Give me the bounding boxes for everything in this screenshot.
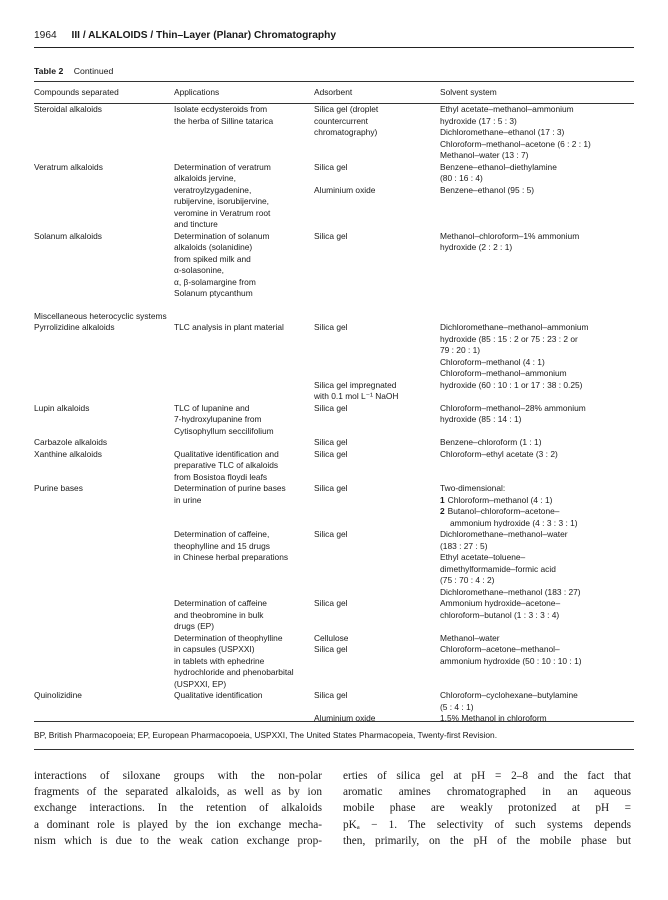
cell-line: Cytisophyllum seccilifolium	[174, 425, 274, 436]
cell-line: Chloroform–methanol–28% ammonium	[440, 402, 586, 413]
application-cell	[174, 529, 314, 598]
body-column-left	[34, 768, 322, 849]
cell-line: chloroform–butanol (1 : 3 : 3 : 4)	[440, 609, 560, 620]
cell-line: Silica gel	[314, 161, 348, 172]
cell-line: Benzene–chloroform (1 : 1)	[440, 437, 542, 447]
cell-line: Silica gel	[314, 483, 348, 493]
application-cell	[174, 322, 314, 403]
cell-line: and tincture	[174, 219, 218, 229]
body-text-line: nism which is due to the weak cation exchange prop-	[34, 834, 322, 847]
compound-cell	[34, 104, 174, 162]
cell-line: Silica gel	[314, 322, 348, 332]
column-header: Applications	[174, 86, 220, 97]
compound-cell	[34, 690, 174, 725]
cell-line: in tablets with ephedrine	[174, 655, 265, 666]
cell-line: Purine bases	[34, 483, 83, 493]
running-title: III / ALKALOIDS / Thin–Layer (Planar) Chromatography	[71, 30, 337, 41]
adsorbent-cell	[314, 322, 440, 403]
table-header-row	[34, 81, 634, 104]
cell-line: Quinolizidine	[34, 690, 82, 700]
body-column-right	[343, 768, 631, 849]
cell-line: Ethyl acetate–methanol–ammonium	[440, 104, 574, 114]
cell-line: Methanol–water (13 : 7)	[440, 150, 529, 160]
body-text-line: a dominant role is played by the ion exchange mecha-	[34, 818, 322, 831]
cell-line: veratroylzygadenine,	[174, 184, 252, 195]
cell-line: in Chinese herbal preparations	[174, 552, 289, 562]
cell-line: with 0.1 mol L⁻¹ NaOH	[314, 391, 399, 401]
cell-line: Determination of caffeine,	[174, 529, 270, 539]
cell-line: Two-dimensional:	[440, 483, 506, 493]
body-text-line: pKₐ − 1. The selectivity of such systems depends	[343, 818, 631, 831]
cell-line: Qualitative identification	[174, 690, 263, 700]
page-number: 1964	[34, 30, 57, 41]
application-cell	[174, 690, 314, 725]
table-row	[34, 300, 634, 323]
body-text-line: fragments of the separated alkaloids, as well as by ion	[34, 786, 322, 799]
cell-line: 2 Butanol–chloroform–acetone–	[440, 506, 560, 516]
table-row	[34, 483, 634, 529]
cell-line: Chloroform–methanol–acetone (6 : 2 : 1)	[440, 138, 591, 149]
cell-line: veromine in Veratrum root	[174, 207, 271, 218]
cell-line: Dichloromethane–methanol–ammonium	[440, 322, 589, 332]
cell-line: Miscellaneous heterocyclic systems	[34, 310, 167, 321]
cell-line: Chloroform–methanol–ammonium	[440, 368, 567, 378]
body-text-line: aromatic amines chromatographed in an aqueous	[343, 786, 631, 799]
cell-line	[314, 345, 440, 357]
cell-line: Determination of veratrum	[174, 161, 271, 172]
cell-line: Methanol–chloroform–1% ammonium	[440, 230, 580, 241]
cell-line: hydrochloride and phenobarbital	[174, 667, 294, 677]
table-row	[34, 598, 634, 633]
cell-line: Determination of caffeine	[174, 598, 267, 608]
table-row	[34, 633, 634, 691]
adsorbent-cell	[314, 403, 440, 438]
cell-line: in capsules (USPXXI)	[174, 644, 255, 654]
cell-line: Dichloromethane–methanol (183 : 27)	[440, 586, 581, 597]
table-row	[34, 437, 634, 449]
table-body	[34, 104, 634, 725]
application-cell	[174, 437, 314, 449]
cell-line: Xanthine alkaloids	[34, 448, 102, 459]
application-cell	[174, 162, 314, 231]
body-text-line: erties of silica gel at pH = 2–8 and the fact that	[343, 770, 631, 782]
cell-line	[314, 357, 440, 369]
cell-line: α-solasonine,	[174, 265, 225, 275]
application-cell	[174, 104, 314, 162]
cell-line: Silica gel	[314, 437, 348, 447]
cell-line: Dichloromethane–methanol–water	[440, 529, 568, 539]
cell-line: alkaloids (solanidine)	[174, 242, 253, 252]
application-cell	[174, 231, 314, 300]
cell-line: Isolate ecdysteroids from	[174, 104, 268, 114]
cell-line: Silica gel	[314, 448, 348, 459]
cell-line: hydroxide (85 : 14 : 1)	[440, 414, 522, 424]
table-bottom-rule	[34, 721, 634, 722]
cell-line: from spiked milk and	[174, 253, 251, 264]
cell-line	[314, 368, 440, 380]
cell-line: Silica gel	[314, 690, 348, 700]
cell-line: Aluminium oxide	[314, 184, 376, 195]
body-text-line: interactions of siloxane groups with the non-polar	[34, 770, 322, 782]
cell-line: Silica gel	[314, 644, 348, 654]
cell-line: TLC of lupanine and	[174, 402, 250, 413]
cell-line	[314, 334, 440, 346]
table-footnote: BP, British Pharmacopoeia; EP, European Pharmacopoeia, USPXXI, The United States Pharmacopeia, Twenty-first Revision.	[34, 730, 498, 740]
cell-line: (USPXXI, EP)	[174, 678, 227, 689]
solvent-cell	[440, 483, 634, 529]
data-table	[34, 81, 634, 725]
compound-cell	[34, 437, 174, 449]
body-text-line: exchange interactions. In the retention of alkaloids	[34, 802, 322, 815]
cell-line: Silica gel	[314, 598, 348, 608]
cell-line: dimethylformamide–formic acid	[440, 563, 556, 574]
cell-line: theophylline and 15 drugs	[174, 540, 270, 551]
adsorbent-cell	[314, 437, 440, 449]
header-rule	[34, 47, 634, 48]
adsorbent-cell	[314, 449, 440, 484]
cell-line: α, β-solamargine from	[174, 276, 256, 287]
table-row	[34, 449, 634, 484]
cell-line: Determination of purine bases	[174, 483, 286, 493]
adsorbent-cell	[314, 162, 440, 231]
cell-line: hydroxide (60 : 10 : 1 or 17 : 38 : 0.25)	[440, 379, 583, 390]
compound-cell	[34, 483, 174, 529]
adsorbent-cell	[314, 529, 440, 598]
cell-line: Silica gel	[314, 402, 348, 413]
cell-line: ammonium hydroxide (4 : 3 : 3 : 1)	[450, 517, 578, 528]
cell-line: (80 : 16 : 4)	[440, 173, 483, 183]
table-row	[34, 162, 634, 231]
application-cell	[174, 483, 314, 529]
cell-line: Determination of solanum	[174, 230, 270, 241]
solvent-cell	[440, 633, 634, 691]
cell-line: chromatography)	[314, 127, 378, 137]
cell-line	[314, 173, 440, 185]
compound-cell	[34, 322, 174, 403]
compound-cell	[34, 311, 634, 323]
compound-cell	[34, 403, 174, 438]
solvent-cell	[440, 437, 634, 449]
cell-line: alkaloids jervine,	[174, 173, 236, 183]
solvent-cell	[440, 598, 634, 633]
solvent-cell	[440, 104, 634, 162]
cell-line: Veratrum alkaloids	[34, 161, 103, 172]
cell-line: Solanum alkaloids	[34, 230, 102, 241]
table-row	[34, 104, 634, 162]
table-label: Table 2	[34, 66, 64, 76]
cell-line: 7-hydroxylupanine from	[174, 414, 262, 424]
compound-cell	[34, 231, 174, 300]
adsorbent-cell	[314, 633, 440, 691]
cell-line: Chloroform–acetone–methanol–	[440, 644, 560, 654]
cell-line: and theobromine in bulk	[174, 609, 264, 620]
cell-line: Silica gel impregnated	[314, 379, 397, 390]
cell-line: Dichloromethane–ethanol (17 : 3)	[440, 127, 565, 137]
cell-line: Methanol–water	[440, 632, 500, 643]
running-header	[34, 30, 336, 41]
cell-line: 79 : 20 : 1)	[440, 345, 481, 355]
adsorbent-cell	[314, 598, 440, 633]
table-row	[34, 403, 634, 438]
cell-line: 1.5% Methanol in chloroform	[440, 713, 547, 723]
solvent-cell	[440, 403, 634, 438]
footnote-rule	[34, 749, 634, 750]
body-text-line: then, primarily, on the pH of the mobile phase but	[343, 834, 631, 847]
compound-cell	[34, 598, 174, 633]
cell-line: (5 : 4 : 1)	[440, 701, 474, 712]
adsorbent-cell	[314, 104, 440, 162]
cell-line: ammonium hydroxide (50 : 10 : 10 : 1)	[440, 655, 582, 666]
table-caption-text: Continued	[73, 66, 114, 76]
solvent-cell	[440, 690, 634, 725]
compound-cell	[34, 449, 174, 484]
compound-cell	[34, 633, 174, 691]
cell-line: Steroidal alkaloids	[34, 104, 102, 114]
cell-line: Ammonium hydroxide–acetone–	[440, 598, 561, 608]
column-header: Compounds separated	[34, 86, 119, 97]
compound-cell	[34, 529, 174, 598]
cell-line: rubijervine, isorubijervine,	[174, 196, 269, 206]
adsorbent-cell	[314, 231, 440, 300]
column-header: Adsorbent	[314, 86, 353, 97]
cell-line: Silica gel	[314, 230, 348, 241]
application-cell	[174, 598, 314, 633]
cell-line: Cellulose	[314, 632, 349, 643]
cell-line: Benzene–ethanol–diethylamine	[440, 161, 557, 172]
application-cell	[174, 403, 314, 438]
cell-line: Chloroform–ethyl acetate (3 : 2)	[440, 448, 558, 459]
solvent-cell	[440, 231, 634, 300]
cell-line: (183 : 27 : 5)	[440, 540, 488, 551]
solvent-cell	[440, 162, 634, 231]
cell-line: Determination of theophylline	[174, 632, 283, 643]
body-text-line: mobile phase are weakly protonized at pH =	[343, 802, 631, 815]
cell-line: Aluminium oxide	[314, 713, 376, 723]
cell-line: hydroxide (2 : 2 : 1)	[440, 242, 513, 252]
cell-line: Ethyl acetate–toluene–	[440, 552, 526, 562]
solvent-cell	[440, 529, 634, 598]
cell-line: TLC analysis in plant material	[174, 322, 284, 332]
table-row	[34, 529, 634, 598]
solvent-cell	[440, 449, 634, 484]
cell-line: preparative TLC of alkaloids	[174, 460, 279, 470]
solvent-cell	[440, 322, 634, 403]
cell-line: Chloroform–cyclohexane–butylamine	[440, 690, 578, 700]
cell-line: Silica gel (droplet	[314, 104, 379, 114]
cell-line: Benzene–ethanol (95 : 5)	[440, 184, 535, 195]
cell-line: hydroxide (85 : 15 : 2 or 75 : 23 : 2 or	[440, 333, 578, 344]
cell-line: Silica gel	[314, 529, 348, 539]
application-cell	[174, 449, 314, 484]
cell-line: Lupin alkaloids	[34, 402, 90, 413]
cell-line: the herba of Silline tatarica	[174, 115, 274, 126]
cell-line: countercurrent	[314, 115, 368, 126]
cell-line: drugs (EP)	[174, 621, 215, 631]
adsorbent-cell	[314, 483, 440, 529]
cell-line: Pyrrolizidine alkaloids	[34, 322, 115, 332]
cell-line: 1 Chloroform–methanol (4 : 1)	[440, 494, 553, 505]
adsorbent-cell	[314, 690, 440, 725]
cell-line	[314, 702, 440, 714]
cell-line: hydroxide (17 : 5 : 3)	[440, 115, 517, 126]
cell-line: Chloroform–methanol (4 : 1)	[440, 356, 545, 367]
cell-line: in urine	[174, 494, 202, 505]
application-cell	[174, 633, 314, 691]
table-row	[34, 690, 634, 725]
cell-line: Carbazole alkaloids	[34, 437, 108, 447]
cell-line: (75 : 70 : 4 : 2)	[440, 575, 495, 585]
column-header: Solvent system	[440, 86, 497, 97]
cell-line: Qualitative identification and	[174, 448, 279, 459]
cell-line: from Bosistoa floydi leafs	[174, 471, 268, 482]
table-row	[34, 231, 634, 300]
cell-line: Solanum ptycanthum	[174, 288, 253, 298]
compound-cell	[34, 162, 174, 231]
table-row	[34, 322, 634, 403]
table-caption	[34, 66, 113, 76]
